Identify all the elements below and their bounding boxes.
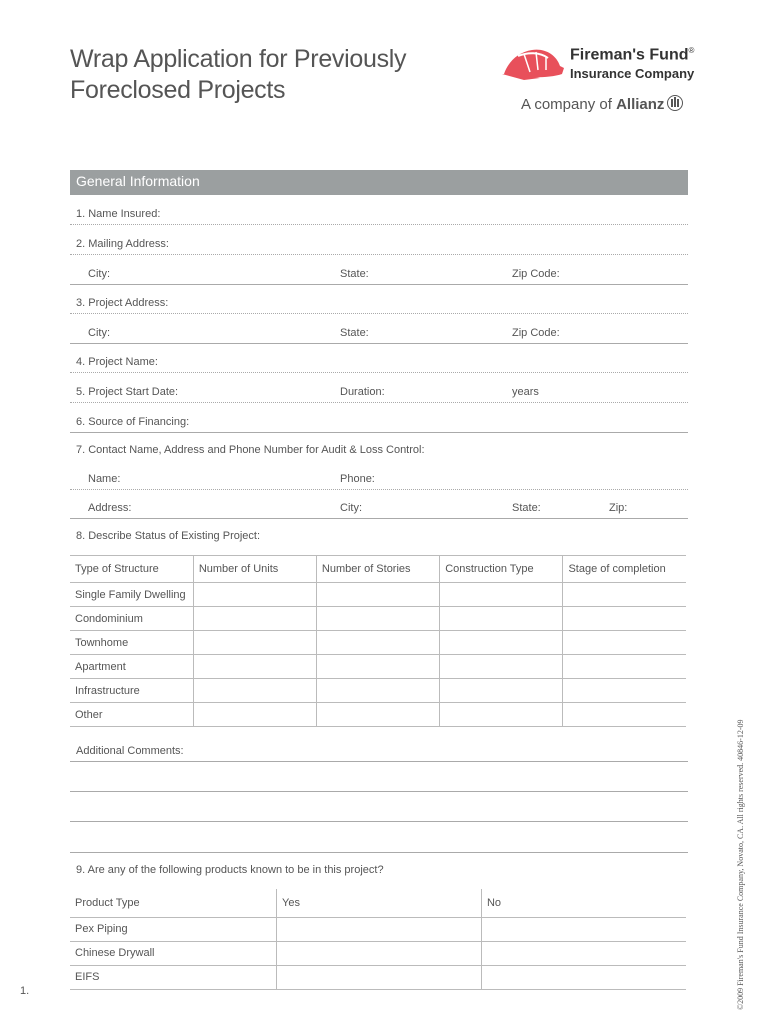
field-source-of-financing[interactable]: 6. Source of Financing: [70,403,688,433]
section-header-general-information: General Information [70,170,688,195]
field-name-insured[interactable]: 1. Name Insured: [70,196,688,225]
row-label: Condominium [70,607,193,631]
table-cell[interactable] [440,583,563,607]
table-cell[interactable] [563,703,686,727]
field-mailing-city-state-zip[interactable]: City: State: Zip Code: [70,255,688,285]
field-contact-name-phone[interactable]: Name: Phone: [70,460,688,490]
field-products-heading: 9. Are any of the following products known to be in this project? [76,864,384,876]
field-contact-heading: 7. Contact Name, Address and Phone Number for Audit & Loss Control: [76,444,425,456]
table-cell[interactable] [563,655,686,679]
table-cell[interactable] [193,631,316,655]
table-cell[interactable] [316,607,439,631]
table-cell[interactable] [440,631,563,655]
table-row [70,917,686,941]
table-cell[interactable] [193,583,316,607]
table-cell[interactable] [563,679,686,703]
allianz-tagline: A company of Allianz [521,95,683,113]
field-project-start-date[interactable]: 5. Project Start Date: Duration: years [70,373,688,403]
table-cell[interactable] [277,941,482,965]
row-label: Other [70,703,193,727]
table-header: No [481,889,686,917]
table-cell[interactable] [563,583,686,607]
table-cell[interactable] [193,679,316,703]
table-row [70,703,686,727]
table-cell[interactable] [277,917,482,941]
table-row [70,583,686,607]
table-row [70,965,686,989]
row-label: Infrastructure [70,679,193,703]
table-header: Construction Type [440,556,563,583]
table-cell[interactable] [193,655,316,679]
table-header: Stage of completion [563,556,686,583]
title-line-2: Foreclosed Projects [70,76,286,104]
row-label: EIFS [70,965,277,989]
table-row [70,607,686,631]
page-number: 1. [20,985,30,997]
field-project-address[interactable]: 3. Project Address: [70,285,688,314]
table-row [70,655,686,679]
row-label: Townhome [70,631,193,655]
row-label: Pex Piping [70,917,277,941]
table-row [70,941,686,965]
table-header: Type of Structure [70,556,193,583]
comments-line[interactable] [70,852,688,853]
company-logo [500,44,700,122]
row-label: Single Family Dwelling [70,583,193,607]
table-cell[interactable] [316,631,439,655]
field-mailing-address[interactable]: 2. Mailing Address: [70,225,688,255]
table-cell[interactable] [481,965,686,989]
table-header-row [70,889,686,917]
table-cell[interactable] [440,607,563,631]
row-label: Apartment [70,655,193,679]
table-header: Number of Stories [316,556,439,583]
table-cell[interactable] [563,631,686,655]
table-cell[interactable] [316,703,439,727]
field-additional-comments[interactable]: Additional Comments: [70,740,688,762]
table-header: Yes [277,889,482,917]
table-cell[interactable] [440,655,563,679]
table-cell[interactable] [316,679,439,703]
document-title [70,44,406,106]
table-cell[interactable] [277,965,482,989]
table-cell[interactable] [193,703,316,727]
table-row [70,631,686,655]
structure-table [70,555,686,727]
table-row [70,679,686,703]
table-cell[interactable] [440,703,563,727]
title-line-1: Wrap Application for Previously [70,45,407,73]
fire-helmet-icon [500,44,570,84]
table-header-row [70,556,686,583]
table-cell[interactable] [193,607,316,631]
table-cell[interactable] [440,679,563,703]
table-header: Number of Units [193,556,316,583]
comments-line[interactable] [70,791,688,792]
table-cell[interactable] [481,941,686,965]
brand-name: Fireman's Fund® [570,46,695,64]
table-header: Product Type [75,896,140,909]
field-contact-address[interactable]: Address: City: State: Zip: [70,490,688,519]
table-cell[interactable] [563,607,686,631]
comments-line[interactable] [70,821,688,822]
table-cell[interactable] [481,917,686,941]
field-project-status-heading: 8. Describe Status of Existing Project: [76,530,261,542]
table-cell[interactable] [316,655,439,679]
brand-subtitle: Insurance Company [570,66,695,81]
field-project-city-state-zip[interactable]: City: State: Zip Code: [70,314,688,344]
allianz-icon [667,95,683,111]
product-table [70,889,686,990]
field-project-name[interactable]: 4. Project Name: [70,344,688,373]
copyright-note: ©2009 Fireman's Fund Insurance Company, Novato, CA. All rights reserved. 40846-12-09 [736,719,745,1010]
row-label: Chinese Drywall [70,941,277,965]
table-cell[interactable] [316,583,439,607]
